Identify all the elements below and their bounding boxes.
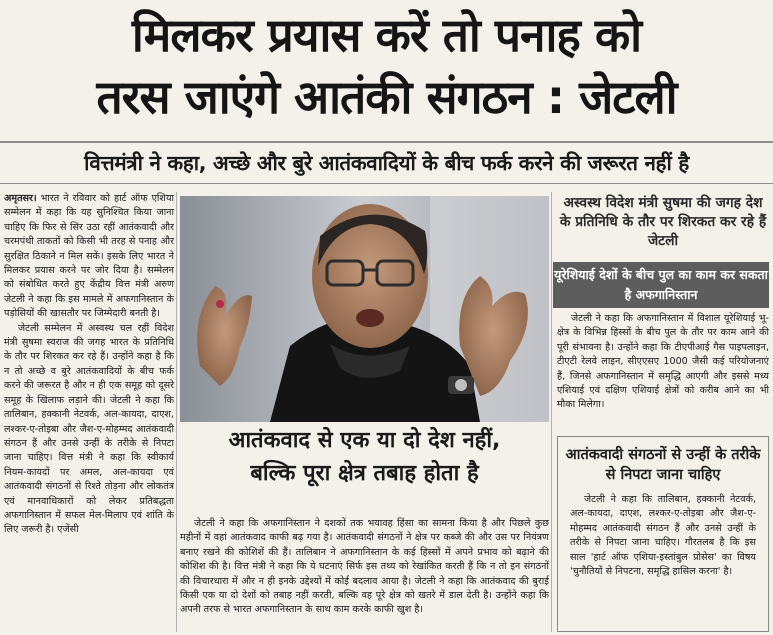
column-divider-left <box>176 192 177 632</box>
boxed-story <box>557 436 769 632</box>
headline-line-2: तरस जाएंगे आतंकी संगठन : जेटली <box>96 70 677 124</box>
main-article-para-2: जेटली सम्मेलन में अस्वस्थ चल रहीं विदेश मंत्री सुषमा स्वराज की जगह भारत के प्रतिनिधि के तौर पर शिरकत कर रहे हैं। उन्होंने कहा है कि न तो अच्छे व बुरे आतंकवादियों के बीच फर्क करने की जरूरत है और न ही एक समूह को दूसरे समूह के खिलाफ लड़ाने की। जेटली ने कहा कि तालिबान, हक्कानी नेटवर्क, अल-कायदा, दाएश, लश्कर-ए-तोइबा और जैश-ए-मोहम्मद आतंकवादी संगठन हैं और उनसे उन्हीं के तरीके से निपटा जाना चाहिए। वित्त मंत्री ने कहा कि स्वीकार्य नियम-कायदों पर अमल, अल-कायदा एवं आतंकवादी संगठनों से रिश्ते तोड़ना और लोकतंत्र एवं मानवाधिकारों को लेकर प्रतिबद्धता अफगानिस्तान में सफल मेल-मिलाप एवं शांति के लिए जरूरी है। एजेंसी <box>4 322 174 536</box>
sidebar-article-text: जेटली ने कहा कि अफगानिस्तान में विशाल यूरेशियाई भू-क्षेत्र के विभिन्न हिस्सों के बीच पुल के तौर पर काम आने की पूरी संभावना है। उन्होंने कहा कि टीएपीआई गैस पाइपलाइन, टीएटी रेलवे लाइन, सीएएसए 1000 जैसी कई परियोजनाएं हैं, जिनसे अफगानिस्तान में समृद्धि आएगी और इससे मध्य एशियाई एवं दक्षिण एशियाई क्षेत्रों को करीब आने का भी मौका मिलेगा। <box>557 313 769 411</box>
boxed-story-body <box>570 493 756 579</box>
sidebar-heading: अस्वस्थ विदेश मंत्री सुषमा की जगह देश के प्रतिनिधि के तौर पर शिरकत कर रहे हैं जेटली <box>559 195 767 249</box>
subheadline: वित्तमंत्री ने कहा, अच्छे और बुरे आतंकवादियों के बीच फर्क करने की जरूरत नहीं है <box>84 151 689 175</box>
speaker-photo <box>180 196 549 422</box>
boxed-story-heading: आतंकवादी संगठनों से उन्हीं के तरीके से निपटा जाना चाहिए <box>565 447 761 483</box>
pull-quote <box>180 424 549 512</box>
main-article-para-1: भारत ने रविवार को हार्ट ऑफ एशिया सम्मेलन में कहा कि यह सुनिश्चित किया जाना चाहिए कि फिर से सिर उठा रहीं आतंकवादी और चरमपंथी ताकतों को किसी भी तरह से पनाह और सुरक्षित ठिकाने न मिल सकें। इसके लिए भारत ने मिलकर प्रयास करने पर जोर दिया है। सम्मेलन को संबोधित करते हुए केंद्रीय वित्त मंत्री अरुण जेटली ने कहा कि इस मामले में अफगानिस्तान के पड़ोसियों की खासतौर पर जिम्मेदारी बनती है। <box>4 193 174 320</box>
speaker-photo-illustration <box>180 196 549 422</box>
dateline: अमृतसर। <box>4 193 37 204</box>
middle-article <box>180 517 549 632</box>
pull-quote-line-2: बल्कि पूरा क्षेत्र तबाह होता है <box>250 461 479 486</box>
divider-sub <box>0 183 773 184</box>
middle-article-text: जेटली ने कहा कि अफगानिस्तान ने दशकों तक भयावह हिंसा का सामना किया है और पिछले कुछ महीनों में वहां आतंकवाद काफी बढ़ गया है। आतंकवादी संगठनों ने क्षेत्र पर कब्जे की और उस पर नियंत्रण बनाए रखने की कोशिशें की हैं। तालिबान ने अफगानिस्तान के कई हिस्सों में अपने प्रभाव को बढ़ाने की कोशिश की है। वित्त मंत्री ने कहा कि ये घटनाएं सिर्फ इस तथ्य को रेखांकित करती हैं कि न तो इन संगठनों की विचारधारा में और न ही इनके उद्देश्यों में कोई बदलाव आया है। जेटली ने कहा कि आतंकवाद की बुराई किसी एक या दो देशों को तबाह नहीं करती, बल्कि वह पूरे क्षेत्र को खतरे में डाल देती है। उन्होंने कहा कि अपनी तरफ से भारत अफगानिस्तान के साथ काम करके काफी खुश है। <box>180 518 549 616</box>
sidebar-highlight-box: यूरेशियाई देशों के बीच पुल का काम कर सकता है अफगानिस्तान <box>553 262 769 308</box>
pull-quote-line-1: आतंकवाद से एक या दो देश नहीं, <box>228 428 501 453</box>
headline-line-1: मिलकर प्रयास करें तो पनाह को <box>131 8 642 62</box>
main-article-column <box>4 192 174 632</box>
column-divider-right <box>551 192 552 632</box>
boxed-story-text: जेटली ने कहा कि तालिबान, हक्कानी नेटवर्क, अल-कायदा, दाएश, लश्कर-ए-तोइबा और जैश-ए-मोहम्मद आतंकवादी संगठन हैं और उनसे उन्हीं के तरीके से निपटा जाना चाहिए। गौरतलब है कि इस साल 'हार्ट ऑफ एशिया-इस्तांबुल प्रोसेस' का विषय 'चुनौतियों से निपटना, समृद्धि हासिल करना' है। <box>570 494 756 578</box>
divider-top <box>0 141 773 143</box>
sidebar-article <box>557 312 769 432</box>
